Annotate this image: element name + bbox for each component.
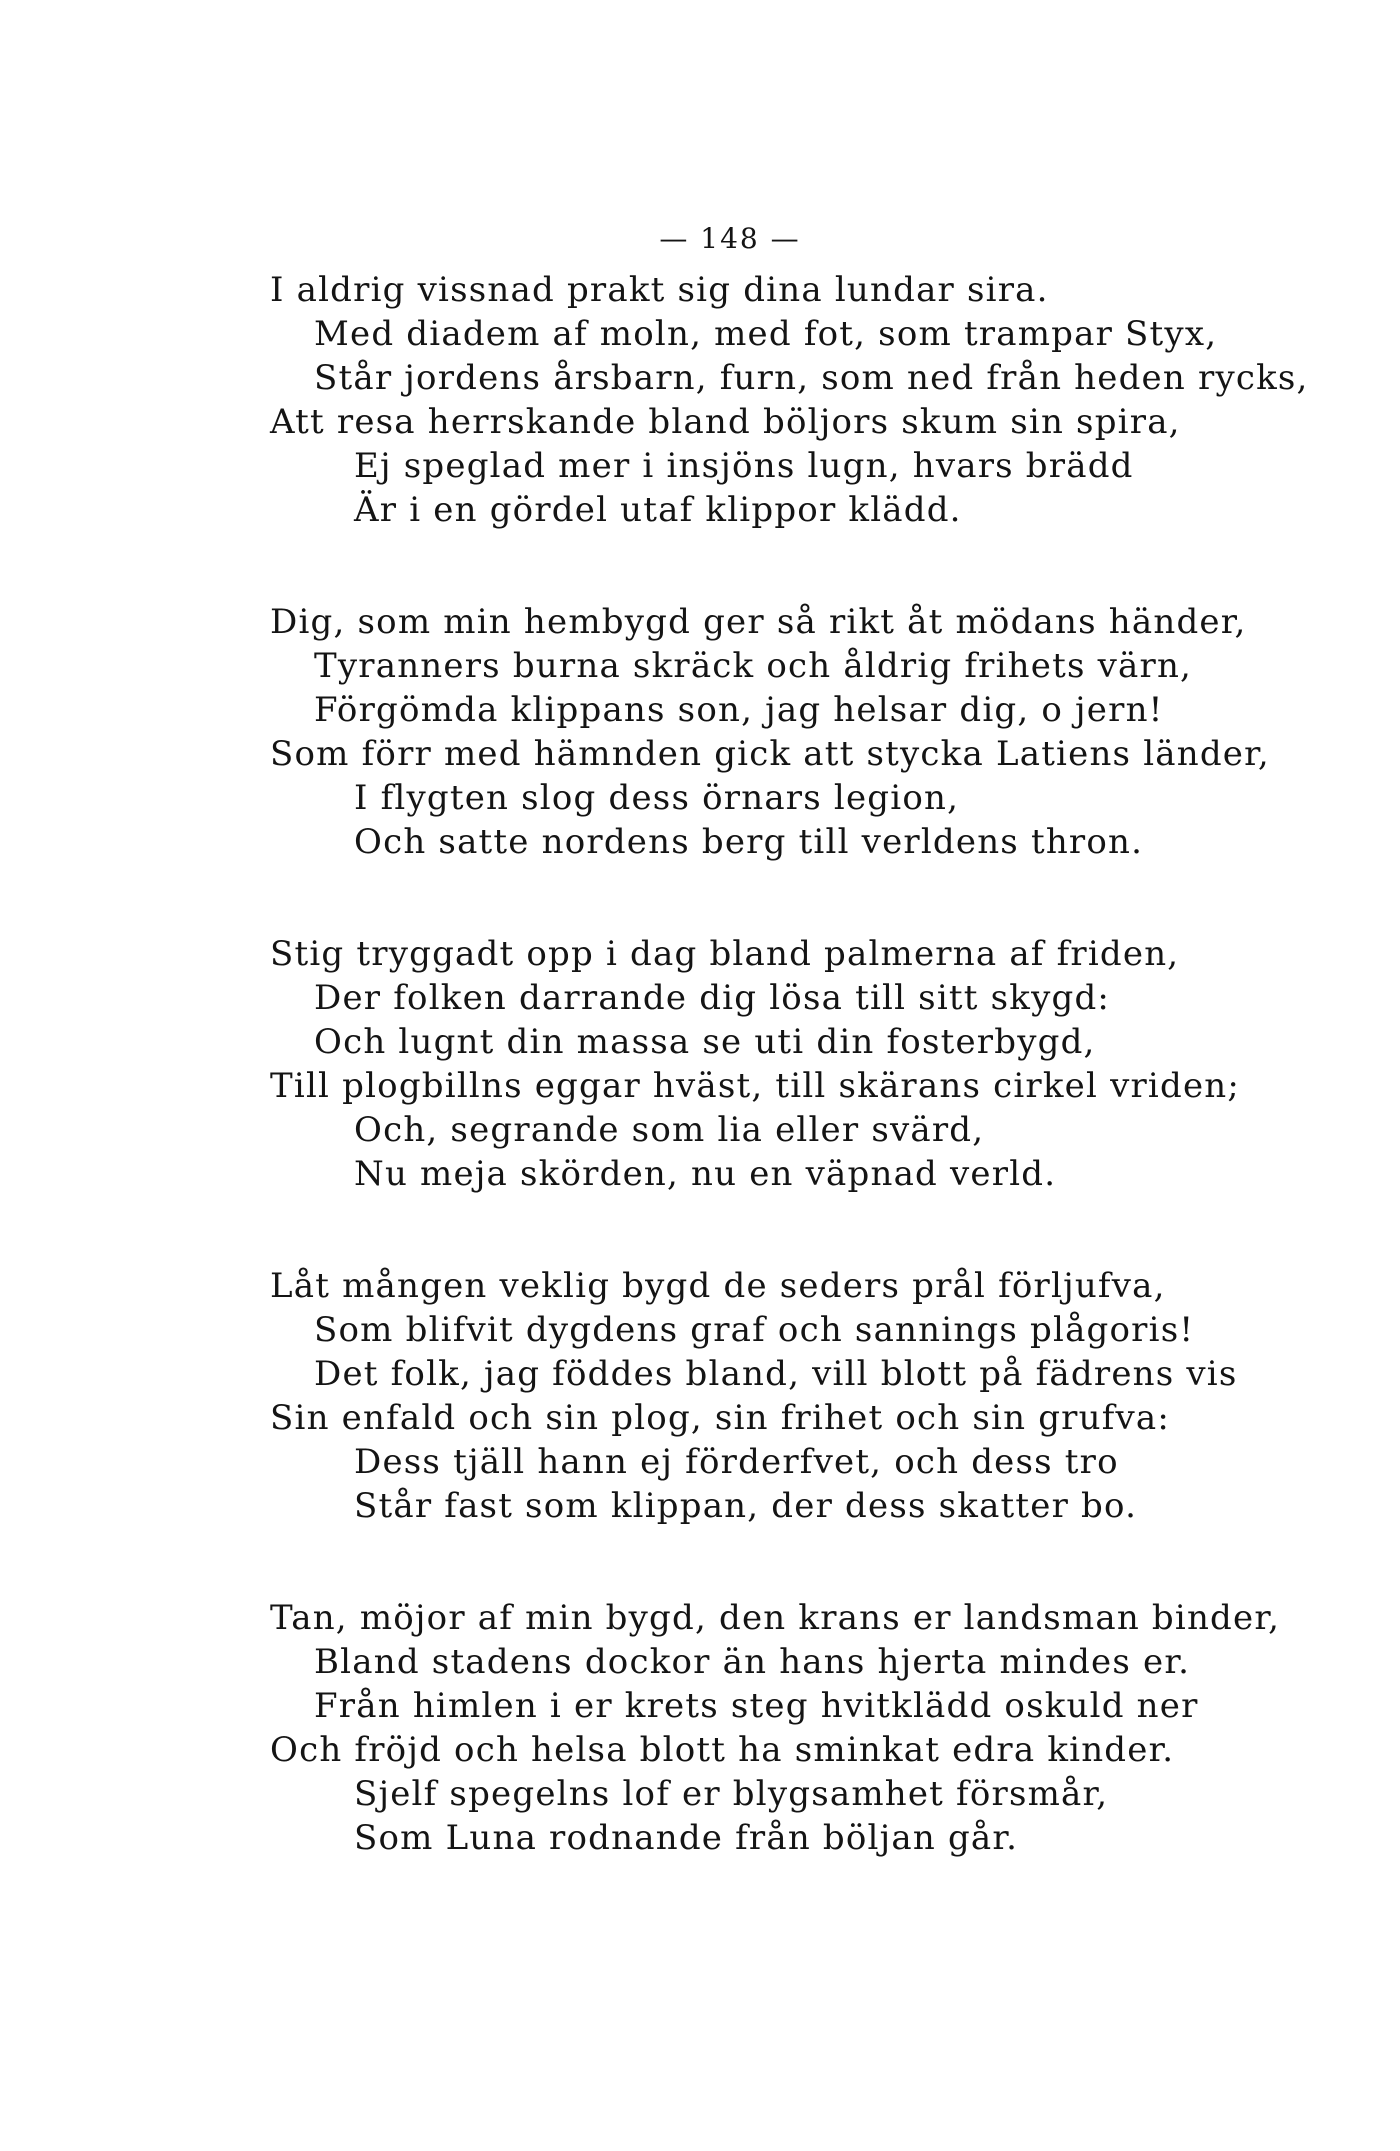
page-number: — 148 — xyxy=(659,222,801,255)
poem-line: Sjelf spegelns lof er blygsamhet försmår, xyxy=(354,1774,1109,1814)
poem-line: Att resa herrskande bland böljors skum sin spira, xyxy=(270,402,1181,442)
poem-line: Det folk, jag föddes bland, vill blott på fädrens vis xyxy=(314,1354,1238,1394)
poem-line: Och fröjd och helsa blott ha sminkat edra kinder. xyxy=(270,1730,1175,1770)
poem-line: Till plogbillns eggar hväst, till skärans cirkel vriden; xyxy=(270,1066,1241,1106)
poem-line: Och, segrande som lia eller svärd, xyxy=(354,1110,985,1150)
poem-line: Från himlen i er krets steg hvitklädd oskuld ner xyxy=(314,1686,1199,1726)
poem-line: Der folken darrande dig lösa till sitt skygd: xyxy=(314,978,1111,1018)
poem-line: I flygten slog dess örnars legion, xyxy=(354,778,960,818)
poem xyxy=(270,268,1370,1928)
stanza-5 xyxy=(270,1596,1370,1860)
poem-line: Står jordens årsbarn, furn, som ned från heden rycks, xyxy=(314,358,1309,398)
poem-line: Är i en gördel utaf klippor klädd. xyxy=(354,490,962,530)
stanza-2 xyxy=(270,600,1370,864)
stanza-4 xyxy=(270,1264,1370,1528)
poem-line: Nu meja skörden, nu en väpnad verld. xyxy=(354,1154,1057,1194)
poem-line: Står fast som klippan, der dess skatter bo. xyxy=(354,1486,1138,1526)
poem-line: Dig, som min hembygd ger så rikt åt mödans händer, xyxy=(270,602,1247,642)
poem-line: Med diadem af moln, med fot, som trampar Styx, xyxy=(314,314,1218,354)
poem-line: Ej speglad mer i insjöns lugn, hvars brädd xyxy=(354,446,1134,486)
poem-line: Stig tryggadt opp i dag bland palmerna af friden, xyxy=(270,934,1180,974)
poem-line: Bland stadens dockor än hans hjerta mindes er. xyxy=(314,1642,1191,1682)
poem-line: Och lugnt din massa se uti din fosterbygd, xyxy=(314,1022,1096,1062)
poem-line: Tan, möjor af min bygd, den krans er landsman binder, xyxy=(270,1598,1281,1638)
poem-line: Tyranners burna skräck och åldrig frihets värn, xyxy=(314,646,1193,686)
poem-line: Förgömda klippans son, jag helsar dig, o jern! xyxy=(314,690,1164,730)
poem-line: Och satte nordens berg till verldens thron. xyxy=(354,822,1144,862)
poem-line: Sin enfald och sin plog, sin frihet och sin grufva: xyxy=(270,1398,1171,1438)
poem-line: I aldrig vissnad prakt sig dina lundar sira. xyxy=(270,270,1049,310)
poem-line: Som förr med hämnden gick att stycka Latiens länder, xyxy=(270,734,1270,774)
poem-line: Dess tjäll hann ej förderfvet, och dess tro xyxy=(354,1442,1119,1482)
poem-line: Som Luna rodnande från böljan går. xyxy=(354,1818,1019,1858)
poem-line: Som blifvit dygdens graf och sannings plågoris! xyxy=(314,1310,1195,1350)
poem-line: Låt mången veklig bygd de seders prål förljufva, xyxy=(270,1266,1166,1306)
stanza-1 xyxy=(270,268,1370,532)
stanza-3 xyxy=(270,932,1370,1196)
